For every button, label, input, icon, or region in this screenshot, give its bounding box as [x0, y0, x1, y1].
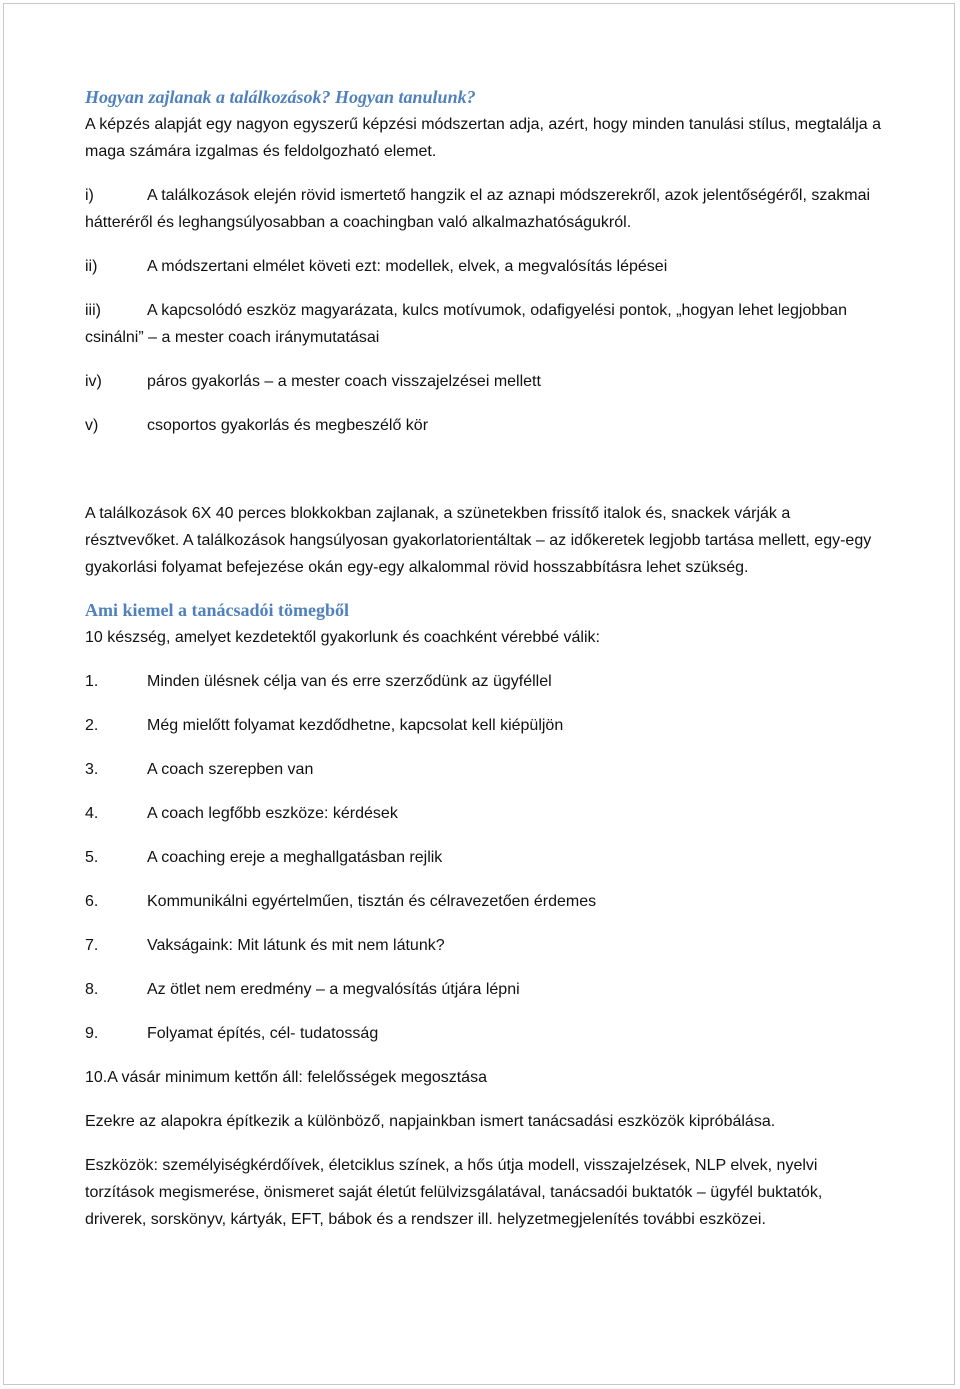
skill-text: A vásár minimum kettőn áll: felelősségek megosztása: [107, 1069, 487, 1086]
tools-text: Eszközök: személyiségkérdőívek, életciklus színek, a hős útja modell, visszajelzések, NLP elvek, nyelvi torzítások megismerése, önismeret saját életút felülvizsgálatával, tanácsadói buktatók – ügyfél buktatók, driverek, sorskönyv, kártyák, EFT, bábok és a rendszer ill. helyzetmegjelenítés további eszközei.: [85, 1157, 823, 1228]
step-number: i): [85, 187, 94, 204]
step-text: csoportos gyakorlás és megbeszélő kör: [147, 417, 429, 434]
skill-number: 5.: [85, 849, 99, 866]
skill-text: Kommunikálni egyértelműen, tisztán és célravezetően érdemes: [147, 893, 597, 910]
step-number: ii): [85, 258, 98, 275]
skill-item: [85, 756, 885, 783]
meetings-intro: A képzés alapját egy nagyon egyszerű képzési módszertan adja, azért, hogy minden tanulási stílus, megtalálja a maga számára izgalmas és feldolgozható elemet.: [85, 116, 882, 160]
step-text: A módszertani elmélet követi ezt: modellek, elvek, a megvalósítás lépései: [147, 258, 668, 275]
skill-text: A coaching ereje a meghallgatásban rejlik: [147, 849, 443, 866]
skill-item: [85, 1020, 885, 1047]
skill-number: 9.: [85, 1025, 99, 1042]
step-number: iv): [85, 373, 102, 390]
step-item: [85, 368, 885, 395]
skill-number: 3.: [85, 761, 99, 778]
skill-item: [85, 800, 885, 827]
step-text: A kapcsolódó eszköz magyarázata, kulcs motívumok, odafigyelési pontok, „hogyan lehet legjobban csinálni” – a mester coach iránymutatásai: [85, 302, 847, 346]
skill-text: Minden ülésnek célja van és erre szerződünk az ügyféllel: [147, 673, 552, 690]
skills-intro: 10 készség, amelyet kezdetektől gyakorlunk és coachként vérebbé válik:: [85, 629, 600, 646]
skill-text: Az ötlet nem eredmény – a megvalósítás útjára lépni: [147, 981, 520, 998]
skill-number: 10.: [85, 1069, 108, 1086]
step-item: [85, 297, 885, 351]
step-number: v): [85, 417, 99, 434]
skill-item: [85, 976, 885, 1003]
section-heading-standout: Ami kiemel a tanácsadói tömegből: [85, 600, 349, 620]
section-heading-meetings: Hogyan zajlanak a találkozások? Hogyan tanulunk?: [85, 87, 476, 107]
meetings-summary: A találkozások 6X 40 perces blokkokban zajlanak, a szünetekben frissítő italok és, snackek várják a résztvevőket. A találkozások hangsúlyosan gyakorlatorientáltak – az időkeretek legjobb tartása mellett, egy-egy gyakorlási folyamat befejezése okán egy-egy alkalommal rövid hosszabbításra lehet szükség.: [85, 505, 872, 576]
document-body: [85, 84, 885, 1233]
skill-number: 8.: [85, 981, 99, 998]
skill-item: [85, 668, 885, 695]
skill-number: 7.: [85, 937, 99, 954]
skill-text: A coach legfőbb eszköze: kérdések: [147, 805, 398, 822]
step-item: [85, 253, 885, 280]
skill-text: A coach szerepben van: [147, 761, 314, 778]
skill-number: 2.: [85, 717, 99, 734]
foundation-text: Ezekre az alapokra építkezik a különböző, napjainkban ismert tanácsadási eszközök kipróbálása.: [85, 1113, 776, 1130]
skill-item: [85, 1064, 885, 1091]
step-item: [85, 412, 885, 439]
skill-text: Még mielőtt folyamat kezdődhetne, kapcsolat kell kiépüljön: [147, 717, 564, 734]
step-text: páros gyakorlás – a mester coach visszajelzései mellett: [147, 373, 541, 390]
step-text: A találkozások elején rövid ismertető hangzik el az aznapi módszerekről, azok jelentőségéről, szakmai hátteréről és leghangsúlyosabban a coachingban való alkalmazhatóságukról.: [85, 187, 871, 231]
skill-item: [85, 844, 885, 871]
skill-number: 1.: [85, 673, 99, 690]
step-item: [85, 182, 885, 236]
skill-number: 4.: [85, 805, 99, 822]
skill-item: [85, 712, 885, 739]
skill-number: 6.: [85, 893, 99, 910]
skill-item: [85, 932, 885, 959]
skill-text: Folyamat építés, cél- tudatosság: [147, 1025, 379, 1042]
step-number: iii): [85, 302, 101, 319]
skill-item: [85, 888, 885, 915]
skill-text: Vakságaink: Mit látunk és mit nem látunk?: [147, 937, 445, 954]
